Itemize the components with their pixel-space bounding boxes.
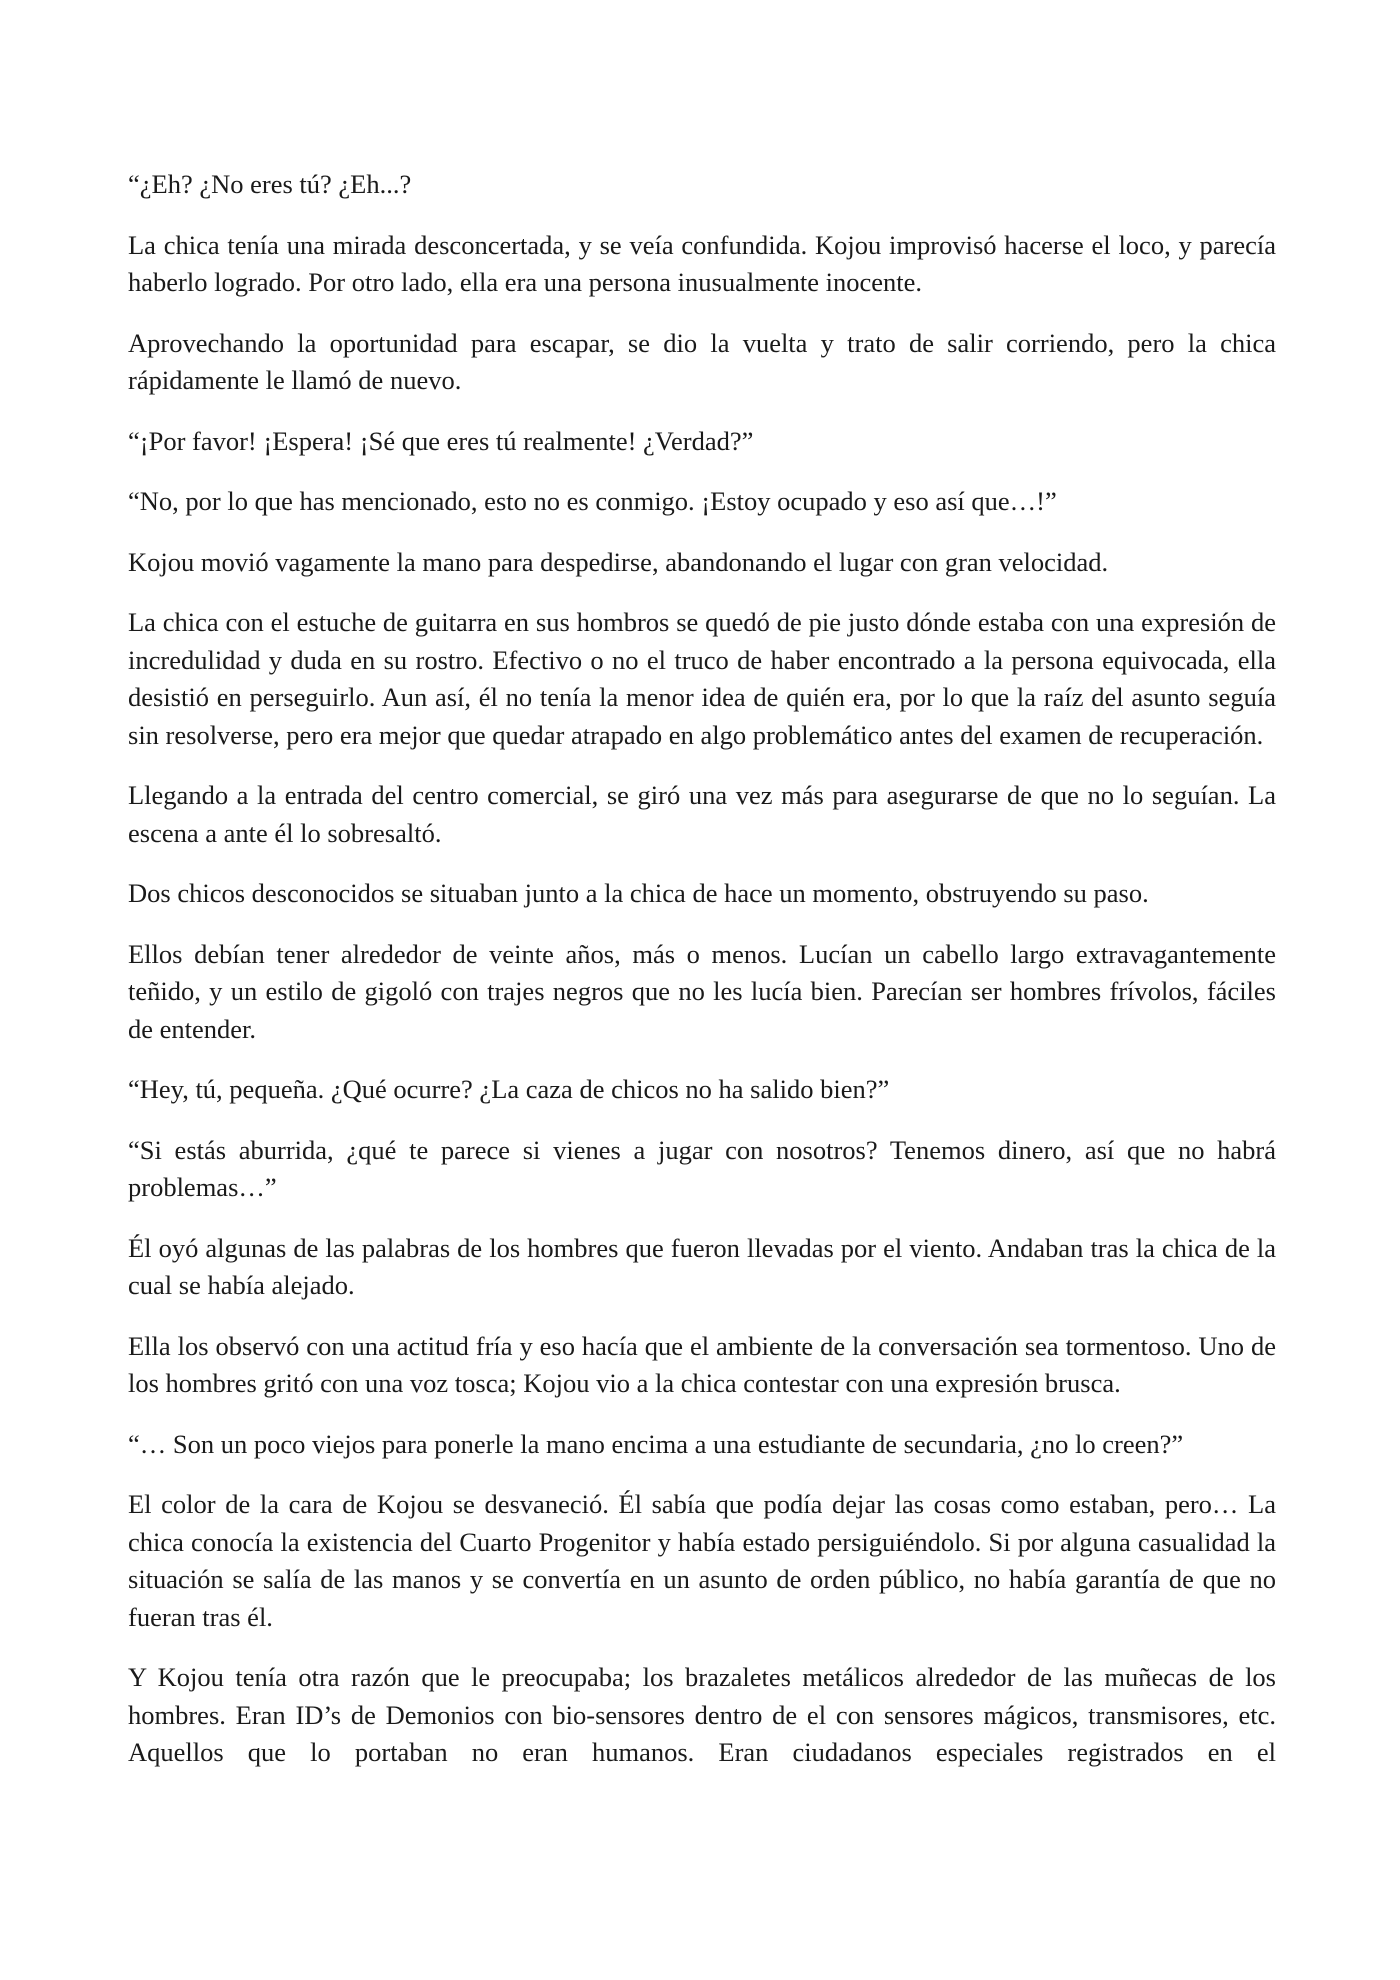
paragraph: “¿Eh? ¿No eres tú? ¿Eh...? (128, 169, 412, 199)
paragraph: Kojou movió vagamente la mano para despedirse, abandonando el lugar con gran velocidad. (128, 546, 1109, 577)
paragraph: “¡Por favor! ¡Espera! ¡Sé que eres tú realmente! ¿Verdad?” (128, 425, 754, 456)
paragraph: Y Kojou tenía otra razón que le preocupaba; los brazaletes metálicos alrededor de las muñecas de los hombres. Eran ID’s de Demonios con bio-sensores dentro de el con sensores mágicos, transmisores, etc. Aquellos que lo portaban no eran humanos. Eran ciudadanos especiales registrados en el (128, 1662, 1276, 1767)
document-body (128, 166, 1276, 1795)
paragraph: “No, por lo que has mencionado, esto no es conmigo. ¡Estoy ocupado y eso así que…!” (128, 486, 1057, 516)
paragraph: “Hey, tú, pequeña. ¿Qué ocurre? ¿La caza de chicos no ha salido bien?” (128, 1074, 890, 1104)
paragraph: “… Son un poco viejos para ponerle la mano encima a una estudiante de secundaria, ¿no lo creen?” (128, 1428, 1184, 1459)
paragraph: Él oyó algunas de las palabras de los hombres que fueron llevadas por el viento. Andaban tras la chica de la cual se había alejado. (128, 1232, 1276, 1300)
paragraph: La chica con el estuche de guitarra en sus hombros se quedó de pie justo dónde estaba con una expresión de incredulidad y duda en su rostro. Efectivo o no el truco de haber encontrado a la persona equivocada, ella desistió en perseguirlo. Aun así, él no tenía la menor idea de quién era, por lo que la raíz del asunto seguía sin resolverse, pero era mejor que quedar atrapado en algo problemático antes del examen de recuperación. (128, 607, 1276, 750)
paragraph: Dos chicos desconocidos se situaban junto a la chica de hace un momento, obstruyendo su paso. (128, 878, 1149, 908)
paragraph: El color de la cara de Kojou se desvaneció. Él sabía que podía dejar las cosas como estaban, pero… La chica conocía la existencia del Cuarto Progenitor y había estado persiguiéndolo. Si por alguna casualidad la situación se salía de las manos y se convertía en un asunto de orden público, no había garantía de que no fueran tras él. (128, 1489, 1276, 1632)
paragraph: Llegando a la entrada del centro comercial, se giró una vez más para asegurarse de que no lo seguían. La escena a ante él lo sobresaltó. (128, 780, 1276, 848)
paragraph: “Si estás aburrida, ¿qué te parece si vienes a jugar con nosotros? Tenemos dinero, así que no habrá problemas…” (128, 1134, 1276, 1202)
paragraph: Ellos debían tener alrededor de veinte años, más o menos. Lucían un cabello largo extravagantemente teñido, y un estilo de gigoló con trajes negros que no les lucía bien. Parecían ser hombres frívolos, fáciles de entender. (128, 938, 1276, 1044)
paragraph: La chica tenía una mirada desconcertada, y se veía confundida. Kojou improvisó hacerse el loco, y parecía haberlo logrado. Por otro lado, ella era una persona inusualmente inocente. (128, 229, 1276, 297)
paragraph: Aprovechando la oportunidad para escapar, se dio la vuelta y trato de salir corriendo, pero la chica rápidamente le llamó de nuevo. (128, 327, 1276, 395)
paragraph: Ella los observó con una actitud fría y eso hacía que el ambiente de la conversación sea tormentoso. Uno de los hombres gritó con una voz tosca; Kojou vio a la chica contestar con una expresión brusca. (128, 1330, 1276, 1398)
